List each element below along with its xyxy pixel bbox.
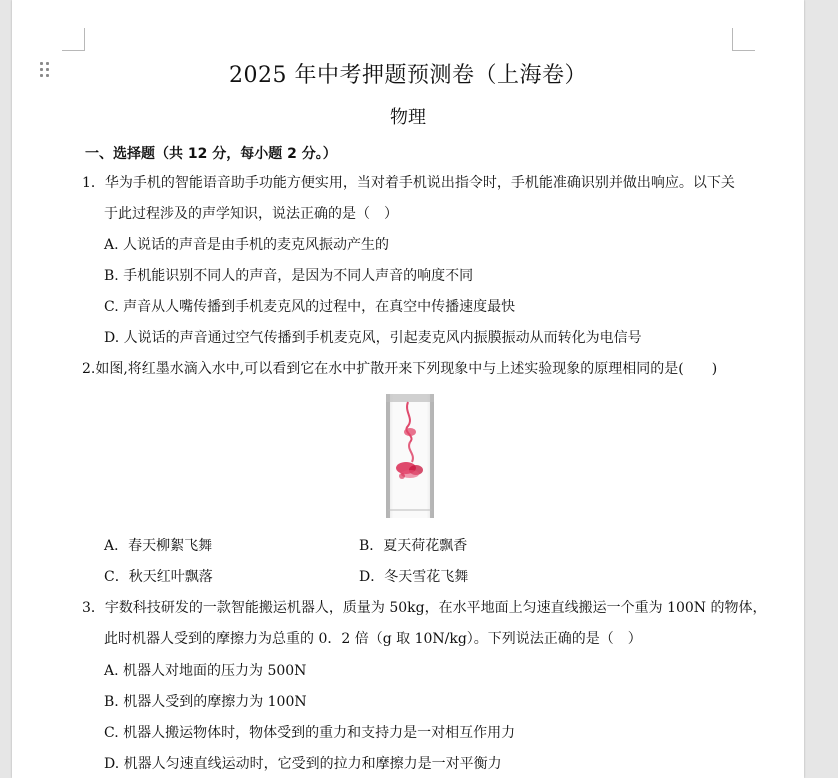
document-title: 2025 年中考押题预测卷（上海卷） (229, 63, 587, 88)
question-1-stem-continued: 于此过程涉及的声学知识，说法正确的是（ ） (104, 206, 398, 222)
question-3-option-d: D. 机器人匀速直线运动时，它受到的拉力和摩擦力是一对平衡力 (104, 756, 502, 772)
document-page (12, 0, 804, 778)
question-3-option-c: C. 机器人搬运物体时，物体受到的重力和支持力是一对相互作用力 (104, 725, 516, 741)
question-3-stem: 3．宇数科技研发的一款智能搬运机器人，质量为 50kg，在水平地面上匀速直线搬运一个重为 100N 的物体， (82, 600, 767, 616)
question-2-option-d: D．冬天雪花飞舞 (359, 569, 469, 585)
document-subtitle: 物理 (390, 107, 426, 128)
question-2-option-c: C．秋天红叶飘落 (104, 569, 213, 585)
question-1-stem: 1．华为手机的智能语音助手功能方便实用，当对着手机说出指令时，手机能准确识别并做出响应。以下关 (82, 175, 735, 191)
ink-diffusion-beaker-figure (380, 392, 440, 520)
section-heading: 一、选择题（共 12 分，每小题 2 分。） (85, 146, 337, 162)
question-2-option-a: A．春天柳絮飞舞 (104, 538, 213, 554)
question-3-option-a: A. 机器人对地面的压力为 500N (104, 663, 307, 679)
question-1-option-c: C. 声音从人嘴传播到手机麦克风的过程中，在真空中传播速度最快 (104, 299, 516, 315)
question-1-option-d: D. 人说话的声音通过空气传播到手机麦克风，引起麦克风内振膜振动从而转化为电信号 (104, 330, 642, 346)
question-2-stem: 2.如图,将红墨水滴入水中,可以看到它在水中扩散开来下列现象中与上述实验现象的原理相同的是( ) (82, 361, 718, 377)
question-3-option-b: B. 机器人受到的摩擦力为 100N (104, 694, 307, 710)
question-3-stem-continued: 此时机器人受到的摩擦力为总重的 0．2 倍（g 取 10N/kg）。下列说法正确的是（ ） (104, 631, 642, 647)
margin-corner-mark-left (62, 28, 85, 51)
margin-corner-mark-right (732, 28, 755, 51)
question-1-option-b: B. 手机能识别不同人的声音，是因为不同人声音的响度不同 (104, 268, 474, 284)
question-2-option-b: B．夏天荷花飘香 (359, 538, 468, 554)
question-1-option-a: A. 人说话的声音是由手机的麦克风振动产生的 (104, 237, 390, 253)
